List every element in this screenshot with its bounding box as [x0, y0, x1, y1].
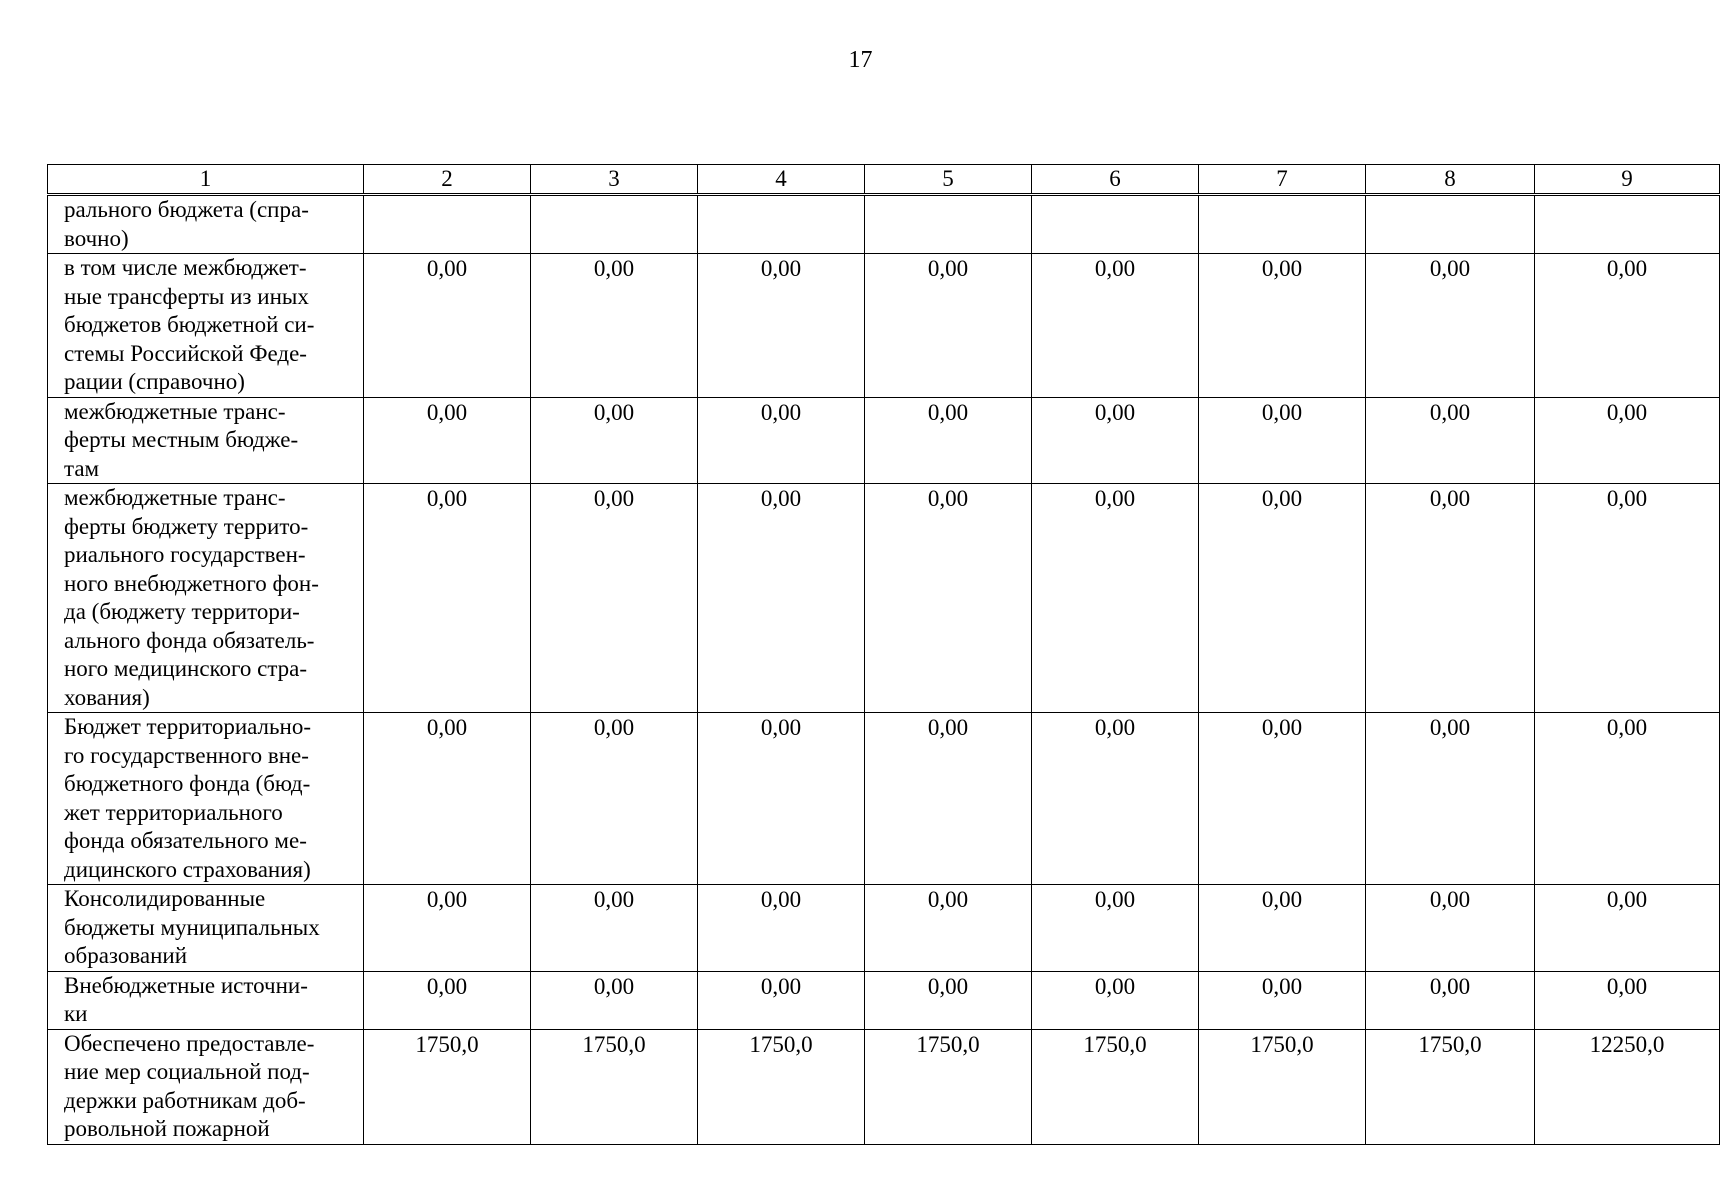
- value-cell: 0,00: [1199, 713, 1366, 885]
- value-cell: 0,00: [364, 484, 531, 713]
- row-label-line: межбюджетные транс-: [64, 398, 286, 424]
- row-label-line: го государственного вне-: [64, 742, 309, 768]
- row-label-line: межбюджетные транс-: [64, 485, 286, 510]
- value-cell: 0,00: [1199, 397, 1366, 484]
- value-cell: [364, 195, 531, 254]
- value-cell: [1032, 195, 1199, 254]
- value-cell: [1366, 195, 1535, 254]
- table-row: [48, 195, 1720, 254]
- column-header: 3: [531, 165, 698, 195]
- column-header: 5: [865, 165, 1032, 195]
- value-cell: 0,00: [1199, 885, 1366, 972]
- value-cell: 0,00: [531, 254, 698, 398]
- row-label: [48, 1029, 364, 1144]
- value-cell: 1750,0: [1366, 1029, 1535, 1144]
- value-cell: 0,00: [531, 484, 698, 713]
- value-cell: [1535, 195, 1720, 254]
- row-label-line: хования): [64, 684, 150, 710]
- row-label: [48, 397, 364, 484]
- value-cell: 0,00: [1535, 885, 1720, 972]
- value-cell: 0,00: [865, 971, 1032, 1029]
- value-cell: 0,00: [364, 713, 531, 885]
- value-cell: 0,00: [698, 885, 865, 972]
- value-cell: 1750,0: [1032, 1029, 1199, 1144]
- value-cell: [865, 195, 1032, 254]
- value-cell: 0,00: [865, 484, 1032, 713]
- value-cell: 0,00: [1366, 971, 1535, 1029]
- row-label: [48, 195, 364, 254]
- row-label: [48, 254, 364, 398]
- column-header: 8: [1366, 165, 1535, 195]
- row-label-line: ровольной пожарной: [64, 1116, 270, 1141]
- row-label-line: рального бюджета (спра-: [64, 197, 309, 222]
- row-label-line: риального государствен-: [64, 542, 306, 567]
- value-cell: 0,00: [531, 885, 698, 972]
- value-cell: 0,00: [1366, 484, 1535, 713]
- value-cell: 0,00: [698, 397, 865, 484]
- value-cell: [698, 195, 865, 254]
- value-cell: 0,00: [698, 713, 865, 885]
- page-number: 17: [848, 47, 873, 73]
- value-cell: 0,00: [1535, 254, 1720, 398]
- value-cell: 0,00: [1032, 971, 1199, 1029]
- row-label-line: там: [64, 455, 100, 481]
- value-cell: 0,00: [1032, 254, 1199, 398]
- value-cell: 0,00: [698, 971, 865, 1029]
- value-cell: 0,00: [1032, 397, 1199, 484]
- row-label: [48, 885, 364, 972]
- table-row: [48, 971, 1720, 1029]
- value-cell: 0,00: [1199, 484, 1366, 713]
- row-label: [48, 484, 364, 713]
- row-label-line: жет территориального: [64, 799, 283, 825]
- table-row: [48, 484, 1720, 713]
- value-cell: 0,00: [1032, 484, 1199, 713]
- row-label-line: Обеспечено предоставле-: [64, 1030, 315, 1056]
- row-label-line: фонда обязательного ме-: [64, 828, 307, 853]
- value-cell: 0,00: [698, 484, 865, 713]
- row-label-line: в том числе межбюджет-: [64, 255, 307, 280]
- value-cell: 0,00: [531, 971, 698, 1029]
- value-cell: 0,00: [865, 254, 1032, 398]
- value-cell: 0,00: [865, 713, 1032, 885]
- value-cell: 0,00: [531, 397, 698, 484]
- value-cell: 0,00: [698, 254, 865, 398]
- column-header: 7: [1199, 165, 1366, 195]
- column-header: 9: [1535, 165, 1720, 195]
- row-label-line: да (бюджету территори-: [64, 599, 300, 624]
- value-cell: 0,00: [364, 254, 531, 398]
- row-label-line: ального фонда обязатель-: [64, 627, 315, 653]
- column-header: 1: [48, 165, 364, 195]
- value-cell: 1750,0: [865, 1029, 1032, 1144]
- value-cell: 0,00: [1366, 713, 1535, 885]
- row-label-line: ферты местным бюдже-: [64, 427, 299, 452]
- row-label-line: ферты бюджету террито-: [64, 513, 309, 539]
- value-cell: 1750,0: [531, 1029, 698, 1144]
- value-cell: 0,00: [1535, 484, 1720, 713]
- value-cell: 0,00: [531, 713, 698, 885]
- row-label-line: рации (справочно): [64, 369, 245, 394]
- row-label-line: вочно): [64, 225, 129, 251]
- value-cell: 0,00: [364, 397, 531, 484]
- value-cell: 0,00: [1032, 713, 1199, 885]
- table-row: [48, 254, 1720, 398]
- row-label-line: образований: [64, 943, 188, 968]
- value-cell: 1750,0: [364, 1029, 531, 1144]
- column-header: 2: [364, 165, 531, 195]
- row-label-line: Бюджет территориально-: [64, 714, 311, 739]
- value-cell: 0,00: [865, 397, 1032, 484]
- column-header: 4: [698, 165, 865, 195]
- row-label-line: дицинского страхования): [64, 856, 311, 882]
- value-cell: [1199, 195, 1366, 254]
- value-cell: 1750,0: [698, 1029, 865, 1144]
- row-label-line: бюджетного фонда (бюд-: [64, 771, 311, 796]
- row-label-line: стемы Российской Феде-: [64, 340, 307, 366]
- value-cell: 0,00: [1199, 971, 1366, 1029]
- row-label-line: Внебюджетные источни-: [64, 972, 308, 998]
- value-cell: 0,00: [364, 971, 531, 1029]
- row-label-line: ные трансферты из иных: [64, 283, 309, 309]
- value-cell: 0,00: [1535, 971, 1720, 1029]
- value-cell: 0,00: [865, 885, 1032, 972]
- row-label-line: ние мер социальной под-: [64, 1059, 310, 1084]
- value-cell: 0,00: [1366, 885, 1535, 972]
- row-label-line: ного внебюджетного фон-: [64, 570, 319, 596]
- table-header-row: [48, 165, 1720, 195]
- budget-table: [47, 164, 1720, 1145]
- value-cell: 0,00: [364, 885, 531, 972]
- value-cell: 12250,0: [1535, 1029, 1720, 1144]
- table-row: [48, 397, 1720, 484]
- value-cell: 0,00: [1535, 713, 1720, 885]
- row-label-line: бюджеты муниципальных: [64, 914, 320, 940]
- row-label-line: Консолидированные: [64, 886, 266, 911]
- value-cell: 0,00: [1366, 254, 1535, 398]
- row-label: [48, 713, 364, 885]
- table-row: [48, 1029, 1720, 1144]
- row-label: [48, 971, 364, 1029]
- row-label-line: ного медицинского стра-: [64, 656, 308, 681]
- value-cell: 0,00: [1199, 254, 1366, 398]
- value-cell: 0,00: [1535, 397, 1720, 484]
- value-cell: 0,00: [1366, 397, 1535, 484]
- table-row: [48, 885, 1720, 972]
- row-label-line: держки работникам доб-: [64, 1087, 306, 1113]
- value-cell: 0,00: [1032, 885, 1199, 972]
- row-label-line: бюджетов бюджетной си-: [64, 312, 315, 337]
- column-header: 6: [1032, 165, 1199, 195]
- table-row: [48, 713, 1720, 885]
- value-cell: [531, 195, 698, 254]
- row-label-line: ки: [64, 1001, 88, 1026]
- value-cell: 1750,0: [1199, 1029, 1366, 1144]
